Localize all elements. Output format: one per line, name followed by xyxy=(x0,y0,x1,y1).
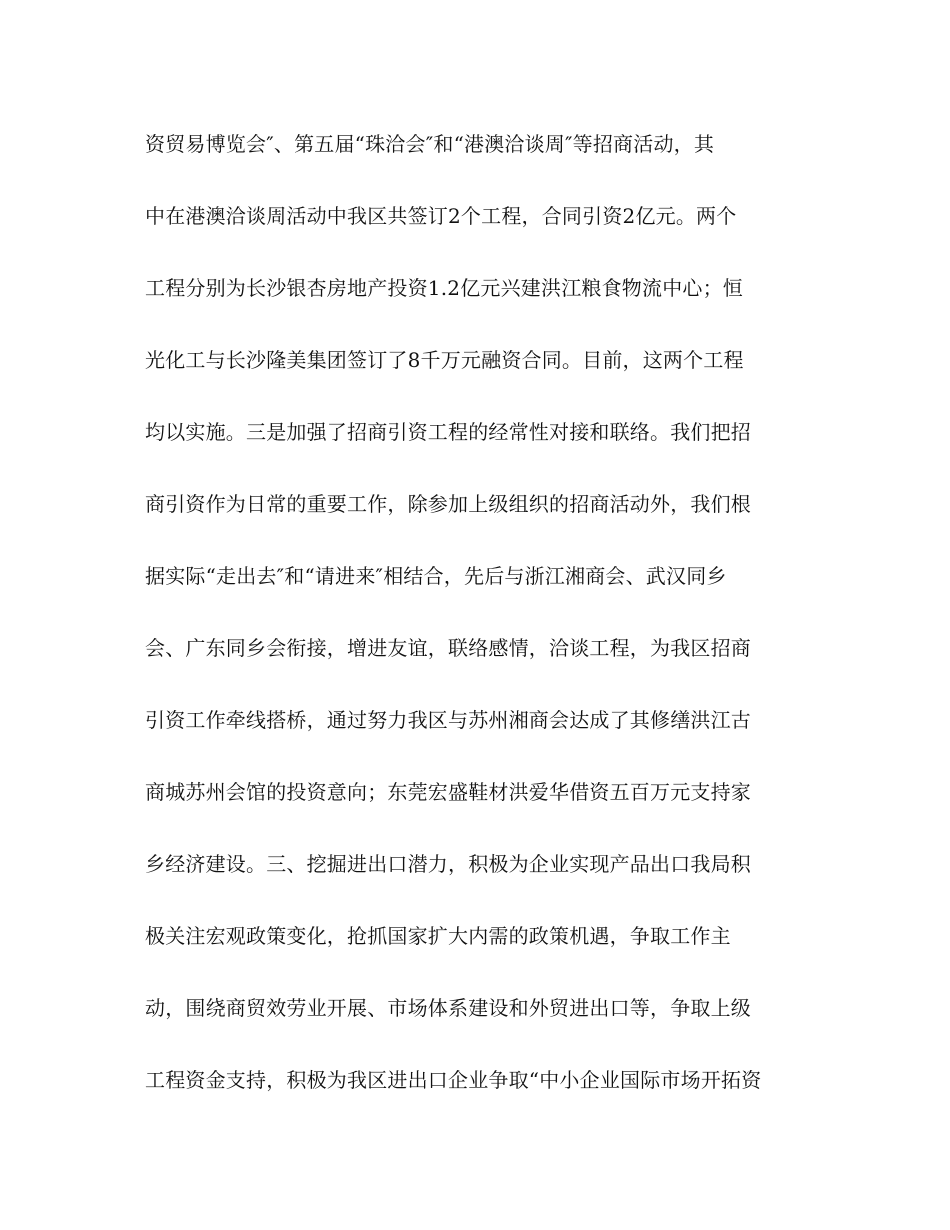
text-line: 据实际“走出去″和“请进来″相结合，先后与浙江湘商会、武汉同乡 xyxy=(145,564,727,588)
text-line: 极关注宏观政策变化，抢抓国家扩大内需的政策机遇，争取工作主 xyxy=(145,924,731,948)
text-line: 乡经济建设。三、挖掘进出口潜力，积极为企业实现产品出口我局积 xyxy=(145,852,751,876)
text-line: 光化工与长沙隆美集团签订了8千万元融资合同。目前，这两个工程 xyxy=(145,348,744,372)
text-line: 资贸易博览会″、第五届“珠洽会″和“港澳洽谈周″等招商活动，其 xyxy=(145,132,715,156)
text-line: 动，围绕商贸效劳业开展、市场体系建设和外贸进出口等，争取上级 xyxy=(145,996,751,1020)
text-line: 工程资金支持，积极为我区进出口企业争取“中小企业国际市场开拓资 xyxy=(145,1068,762,1092)
text-line: 工程分别为长沙银杏房地产投资1.2亿元兴建洪江粮食物流中心；恒 xyxy=(145,276,744,300)
text-line: 会、广东同乡会衔接，增进友谊，联络感情，洽谈工程，为我区招商 xyxy=(145,636,751,660)
text-line: 引资工作牵线搭桥，通过努力我区与苏州湘商会达成了其修缮洪江古 xyxy=(145,708,751,732)
text-line: 商引资作为日常的重要工作，除参加上级组织的招商活动外，我们根 xyxy=(145,492,751,516)
text-line: 商城苏州会馆的投资意向；东莞宏盛鞋材洪爱华借资五百万元支持家 xyxy=(145,780,751,804)
text-line: 均以实施。三是加强了招商引资工程的经常性对接和联络。我们把招 xyxy=(145,420,751,444)
text-line: 中在港澳洽谈周活动中我区共签订2个工程，合同引资2亿元。两个 xyxy=(145,204,737,228)
body-text xyxy=(145,120,815,1128)
